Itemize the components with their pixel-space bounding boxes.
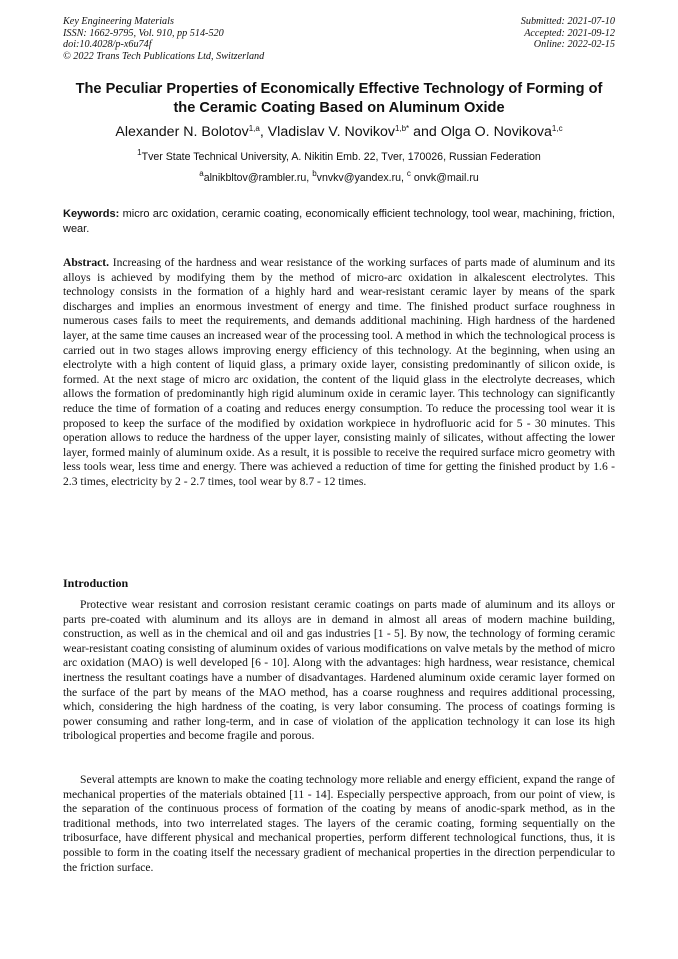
section-heading-introduction: Introduction [63,576,129,590]
author-list [63,122,615,142]
journal-doi: doi:10.4028/p-x6u74f [63,39,152,51]
email-address: alnikbltov@rambler.ru, [203,172,313,184]
email-address: vnvkv@yandex.ru, [316,172,407,184]
author-separator: , [259,124,268,140]
affiliation [63,150,615,164]
journal-issn: ISSN: 1662-9795, Vol. 910, pp 514-520 [63,27,224,39]
paper-title: The Peculiar Properties of Economically Effective Technology of Forming of the Ceramic Coating Based on Aluminum Oxide [75,81,603,116]
introduction-paragraph: Protective wear resistant and corrosion resistant ceramic coatings on parts made of aluminum and its alloys or parts pre-coated with aluminum and its alloys are in demand in almost all areas of modern machine building, construction, as well as in the chemical and oil and gas industries [1 - 5]. By now, the technology of forming ceramic wear-resistant coating consisting of aluminum oxides of various modifications on valve metals by the method of micro arc oxidation (MAO) is well developed [6 - 10]. Along with the advantages: high hardness, wear resistance, chemical inertness the resultant coatings have a number of disadvantages. Hardened aluminum oxide ceramic layer formed on the surface of the part by means of the MAO method, has a coarse roughness and requires additional processing, which, considering the high hardness of the coating, is very labor consuming. The process of coatings forming is power consuming and rather long-term, and in case of violation of the application technology it can lose its high tribological properties and become fragile and porous. [63,598,615,743]
email-mark: b [312,169,317,178]
affiliation-text: Tver State Technical University, A. Nikitin Emb. 22, Tver, 170026, Russian Federation [141,151,541,163]
keywords-text: micro arc oxidation, ceramic coating, economically efficient technology, tool wear, machining, friction, wear. [63,208,615,235]
online-date: Online: 2022-02-15 [533,39,615,51]
author-name: Vladislav V. Novikov [267,124,395,140]
author-name: Alexander N. Bolotov [115,124,249,140]
author-affiliation-mark: 1,b* [394,124,410,133]
author-separator: and [409,124,441,140]
introduction-paragraph: Several attempts are known to make the coating technology more reliable and energy efficient, expand the range of mechanical properties of the materials obtained [11 - 14]. Especially perspective approach, from our point of view, is the separation of the continuous process of formation of the coating by means of anodic-spark method, as in the traditional methods, into two interrelated stages. The layers of the ceramic coating, forming sequentially on the tribosurface, have different physical and mechanical properties, perform different technological functions, thus, it is possible to form in the coating itself the necessary gradient of mechanical properties in the direction perpendicular to the friction surface. [63,773,615,874]
author-affiliation-mark: 1,a [248,124,260,133]
author-affiliation-mark: 1,c [551,124,563,133]
author-name: Olga O. Novikova [440,124,552,140]
submission-dates [521,16,615,51]
accepted-date: Accepted: 2021-09-12 [524,27,615,39]
journal-copyright: © 2022 Trans Tech Publications Ltd, Switzerland [63,50,265,62]
journal-info [63,16,264,62]
submitted-date: Submitted: 2021-07-10 [520,16,615,27]
keywords-label: Keywords: [63,208,120,220]
abstract-label: Abstract. [63,256,110,269]
keywords [63,207,615,236]
author-emails [63,171,615,185]
email-address: onvk@mail.ru [410,172,479,184]
email-mark: a [199,169,204,178]
journal-name: Key Engineering Materials [63,16,174,27]
abstract [63,256,615,490]
email-mark: c [406,169,411,178]
affiliation-mark: 1 [137,148,142,157]
abstract-text: Increasing of the hardness and wear resistance of the working surfaces of parts made of aluminum and its alloys is achieved by modifying them by the method of micro-arc oxidation in alkalescent electrolytes. This technology consists in the formation of a highly hard and wear-resistant ceramic layer by means of the spark discharges and implies an enormous investment of energy and time. The finished product surface roughness in numerous cases fails to meet the requirements, and demands additional machining. High hardness of the hardened layer, at the same time causes an increased wear of the processing tool. A method in which the technological process is carried out in two stages allows improving energy efficiency of this technology. At the beginning, when using an electrolyte with a high content of liquid glass, a primary oxide layer, consisting predominantly of silicon oxide, is formed. At the next stage of micro arc oxidation, the content of the liquid glass in the electrolyte decreases, which allows the formation of predominantly high rigid aluminum oxide in ceramic layer. This technology can significantly reduce the time of formation of a coating and reduces energy consumption. To reduce the processing tool wear it is proposed to keep the surface of the modified by oxidation workpiece in hydrofluoric acid for 5 - 30 minutes. This operation allows to reduce the hardness of the upper layer, consisting mainly of silicates, without affecting the lower layer, formed mainly of aluminum oxide. As a result, it is possible to receive the required surface micro geometry with less tools wear, less time and energy. There was achieved a reduction of time for getting the finished product by 1.6 - 2.3 times, electricity by 2 - 2.7 times, tool wear by 8.7 - 12 times. [63,256,615,488]
